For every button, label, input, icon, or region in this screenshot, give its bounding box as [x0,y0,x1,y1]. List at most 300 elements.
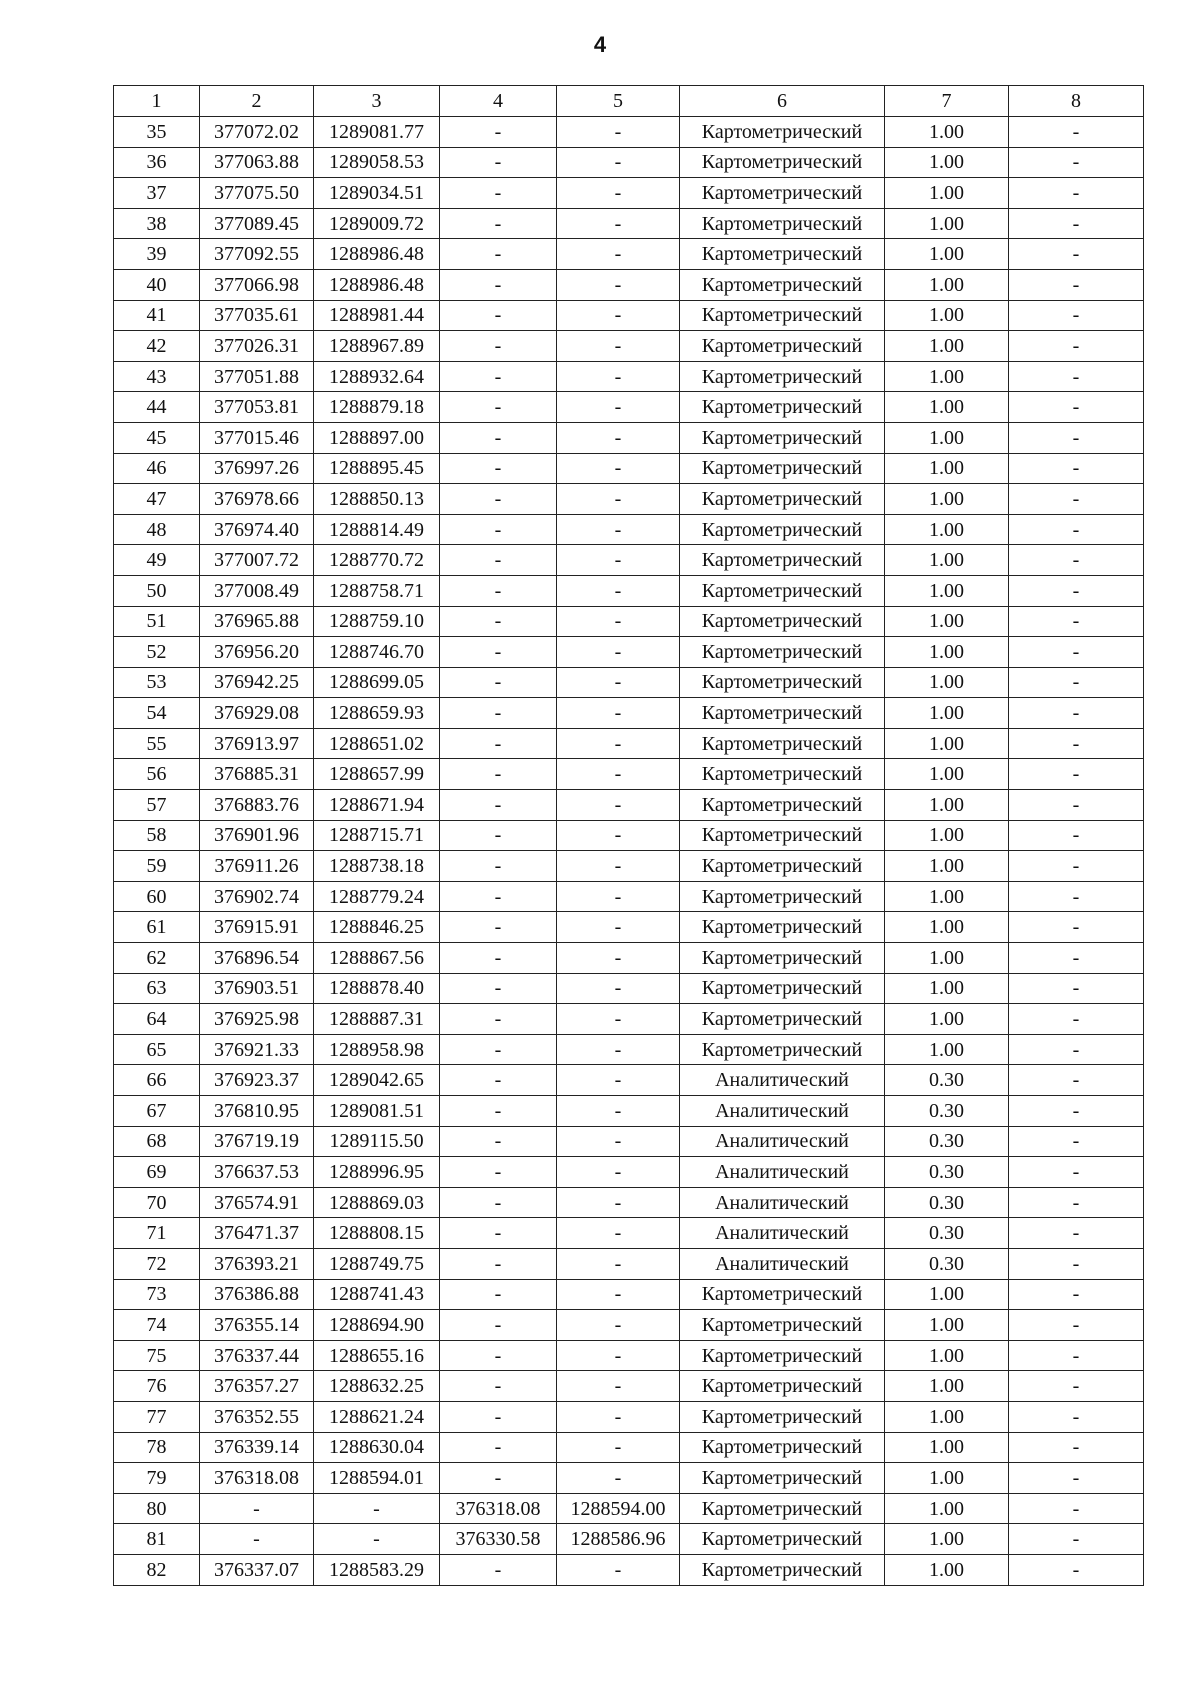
y-new-cell: - [557,484,680,515]
x-new-cell: - [440,422,557,453]
method-cell: Картометрический [680,1310,885,1341]
x-new-cell: - [440,1401,557,1432]
x-cell: - [200,1493,314,1524]
description-cell: - [1009,1065,1144,1096]
x-new-cell: - [440,453,557,484]
x-cell: 376810.95 [200,1096,314,1127]
y-cell: 1288850.13 [314,484,440,515]
x-new-cell: - [440,147,557,178]
y-new-cell: - [557,514,680,545]
description-cell: - [1009,851,1144,882]
y-new-cell: - [557,178,680,209]
x-cell: 377053.81 [200,392,314,423]
y-new-cell: - [557,1248,680,1279]
x-cell: 377035.61 [200,300,314,331]
y-cell: 1288630.04 [314,1432,440,1463]
x-cell: 376903.51 [200,973,314,1004]
table-row [114,1554,1144,1585]
method-cell: Картометрический [680,912,885,943]
table-row [114,1401,1144,1432]
y-cell: 1288659.93 [314,698,440,729]
point-number-cell: 37 [114,178,200,209]
accuracy-cell: 1.00 [885,1493,1009,1524]
y-new-cell: - [557,545,680,576]
description-cell: - [1009,575,1144,606]
x-new-cell: - [440,1279,557,1310]
method-cell: Картометрический [680,484,885,515]
y-cell: 1288770.72 [314,545,440,576]
method-cell: Картометрический [680,637,885,668]
y-new-cell: - [557,1218,680,1249]
y-cell: 1288878.40 [314,973,440,1004]
x-cell: 376913.97 [200,728,314,759]
x-new-cell: - [440,1034,557,1065]
y-cell: 1289081.51 [314,1096,440,1127]
point-number-cell: 54 [114,698,200,729]
y-cell: 1288846.25 [314,912,440,943]
y-cell: 1289042.65 [314,1065,440,1096]
point-number-cell: 47 [114,484,200,515]
x-new-cell: - [440,728,557,759]
accuracy-cell: 1.00 [885,147,1009,178]
accuracy-cell: 1.00 [885,269,1009,300]
point-number-cell: 52 [114,637,200,668]
table-row [114,820,1144,851]
accuracy-cell: 1.00 [885,667,1009,698]
x-new-cell: - [440,637,557,668]
method-cell: Картометрический [680,1401,885,1432]
y-new-cell: - [557,422,680,453]
y-new-cell: - [557,1554,680,1585]
y-new-cell: - [557,606,680,637]
description-cell: - [1009,728,1144,759]
x-cell: 376896.54 [200,943,314,974]
y-new-cell: - [557,728,680,759]
table-row [114,1524,1144,1555]
table-row [114,667,1144,698]
table-row [114,698,1144,729]
point-number-cell: 46 [114,453,200,484]
table-row [114,912,1144,943]
point-number-cell: 82 [114,1554,200,1585]
accuracy-cell: 1.00 [885,178,1009,209]
y-cell: 1288694.90 [314,1310,440,1341]
x-cell: 377008.49 [200,575,314,606]
y-new-cell: - [557,1401,680,1432]
y-new-cell: - [557,1034,680,1065]
y-cell: 1288749.75 [314,1248,440,1279]
x-cell: 376925.98 [200,1004,314,1035]
method-cell: Картометрический [680,269,885,300]
y-cell: 1288632.25 [314,1371,440,1402]
accuracy-cell: 1.00 [885,1463,1009,1494]
y-new-cell: - [557,943,680,974]
x-new-cell: - [440,1096,557,1127]
x-new-cell: - [440,331,557,362]
y-new-cell: - [557,269,680,300]
x-new-cell: - [440,606,557,637]
accuracy-cell: 1.00 [885,973,1009,1004]
point-number-cell: 62 [114,943,200,974]
column-header-1: 1 [114,86,200,117]
column-header-4: 4 [440,86,557,117]
x-new-cell: - [440,208,557,239]
x-cell: 376942.25 [200,667,314,698]
y-new-cell: - [557,361,680,392]
table-header [114,86,1144,117]
table-row [114,300,1144,331]
description-cell: - [1009,973,1144,1004]
description-cell: - [1009,759,1144,790]
column-header-3: 3 [314,86,440,117]
accuracy-cell: 0.30 [885,1248,1009,1279]
y-new-cell: - [557,392,680,423]
table-row [114,117,1144,148]
accuracy-cell: 1.00 [885,1401,1009,1432]
accuracy-cell: 1.00 [885,790,1009,821]
x-new-cell: 376318.08 [440,1493,557,1524]
point-number-cell: 48 [114,514,200,545]
accuracy-cell: 1.00 [885,117,1009,148]
description-cell: - [1009,698,1144,729]
method-cell: Аналитический [680,1065,885,1096]
method-cell: Картометрический [680,1004,885,1035]
x-new-cell: - [440,1432,557,1463]
point-number-cell: 77 [114,1401,200,1432]
x-cell: 377092.55 [200,239,314,270]
x-cell: 377072.02 [200,117,314,148]
x-new-cell: - [440,698,557,729]
x-cell: 376974.40 [200,514,314,545]
point-number-cell: 74 [114,1310,200,1341]
table-row [114,1493,1144,1524]
y-new-cell: - [557,208,680,239]
y-cell: - [314,1493,440,1524]
point-number-cell: 65 [114,1034,200,1065]
table-row [114,178,1144,209]
y-new-cell: - [557,820,680,851]
method-cell: Картометрический [680,1493,885,1524]
x-new-cell: - [440,392,557,423]
y-new-cell: - [557,1310,680,1341]
y-cell: 1288699.05 [314,667,440,698]
y-new-cell: - [557,575,680,606]
table-row [114,1310,1144,1341]
description-cell: - [1009,1463,1144,1494]
y-cell: 1288759.10 [314,606,440,637]
accuracy-cell: 0.30 [885,1096,1009,1127]
y-new-cell: - [557,1004,680,1035]
description-cell: - [1009,1524,1144,1555]
method-cell: Аналитический [680,1126,885,1157]
description-cell: - [1009,453,1144,484]
description-cell: - [1009,820,1144,851]
point-number-cell: 71 [114,1218,200,1249]
point-number-cell: 64 [114,1004,200,1035]
coordinates-table [113,85,1144,1586]
accuracy-cell: 1.00 [885,361,1009,392]
x-new-cell: - [440,1004,557,1035]
method-cell: Картометрический [680,973,885,1004]
y-cell: 1288583.29 [314,1554,440,1585]
x-cell: 376923.37 [200,1065,314,1096]
table-row [114,1218,1144,1249]
x-new-cell: - [440,1187,557,1218]
point-number-cell: 51 [114,606,200,637]
method-cell: Картометрический [680,728,885,759]
y-cell: 1288895.45 [314,453,440,484]
point-number-cell: 43 [114,361,200,392]
description-cell: - [1009,1310,1144,1341]
y-cell: 1289115.50 [314,1126,440,1157]
table-row [114,1187,1144,1218]
accuracy-cell: 1.00 [885,392,1009,423]
point-number-cell: 76 [114,1371,200,1402]
accuracy-cell: 1.00 [885,1279,1009,1310]
table-row [114,851,1144,882]
y-cell: 1288741.43 [314,1279,440,1310]
description-cell: - [1009,361,1144,392]
table-row [114,545,1144,576]
y-new-cell: - [557,1279,680,1310]
y-cell: 1288671.94 [314,790,440,821]
x-cell: 377063.88 [200,147,314,178]
description-cell: - [1009,1340,1144,1371]
method-cell: Картометрический [680,422,885,453]
x-new-cell: - [440,1157,557,1188]
x-cell: 376929.08 [200,698,314,729]
x-cell: 376915.91 [200,912,314,943]
y-cell: 1289058.53 [314,147,440,178]
table-row [114,147,1144,178]
x-new-cell: - [440,881,557,912]
table-row [114,728,1144,759]
table-row [114,1248,1144,1279]
y-new-cell: - [557,1157,680,1188]
x-new-cell: - [440,1340,557,1371]
accuracy-cell: 1.00 [885,881,1009,912]
accuracy-cell: 1.00 [885,912,1009,943]
x-cell: 377075.50 [200,178,314,209]
description-cell: - [1009,1279,1144,1310]
method-cell: Картометрический [680,851,885,882]
description-cell: - [1009,1371,1144,1402]
table-row [114,637,1144,668]
point-number-cell: 67 [114,1096,200,1127]
description-cell: - [1009,1126,1144,1157]
y-new-cell: - [557,698,680,729]
x-cell: 376357.27 [200,1371,314,1402]
method-cell: Аналитический [680,1248,885,1279]
x-new-cell: - [440,117,557,148]
y-cell: 1288967.89 [314,331,440,362]
description-cell: - [1009,545,1144,576]
description-cell: - [1009,1034,1144,1065]
description-cell: - [1009,147,1144,178]
description-cell: - [1009,392,1144,423]
description-cell: - [1009,790,1144,821]
method-cell: Картометрический [680,1340,885,1371]
y-cell: 1289034.51 [314,178,440,209]
table-row [114,484,1144,515]
accuracy-cell: 1.00 [885,1371,1009,1402]
point-number-cell: 80 [114,1493,200,1524]
x-new-cell: - [440,912,557,943]
x-cell: 376956.20 [200,637,314,668]
method-cell: Картометрический [680,300,885,331]
point-number-cell: 36 [114,147,200,178]
description-cell: - [1009,1004,1144,1035]
table-row [114,881,1144,912]
point-number-cell: 70 [114,1187,200,1218]
method-cell: Картометрический [680,208,885,239]
table-row [114,422,1144,453]
accuracy-cell: 1.00 [885,606,1009,637]
y-new-cell: - [557,912,680,943]
method-cell: Картометрический [680,1554,885,1585]
y-cell: 1288738.18 [314,851,440,882]
y-new-cell: - [557,300,680,331]
x-new-cell: - [440,667,557,698]
x-new-cell: - [440,759,557,790]
description-cell: - [1009,912,1144,943]
y-new-cell: - [557,1065,680,1096]
y-cell: 1288808.15 [314,1218,440,1249]
table-row [114,1126,1144,1157]
accuracy-cell: 1.00 [885,1310,1009,1341]
x-new-cell: - [440,790,557,821]
table-row [114,1371,1144,1402]
table-row [114,331,1144,362]
method-cell: Картометрический [680,331,885,362]
description-cell: - [1009,1401,1144,1432]
table-body [114,117,1144,1586]
x-cell: 376318.08 [200,1463,314,1494]
y-cell: 1288651.02 [314,728,440,759]
description-cell: - [1009,1096,1144,1127]
x-cell: 376978.66 [200,484,314,515]
method-cell: Картометрический [680,1034,885,1065]
table-row [114,392,1144,423]
table-row [114,1463,1144,1494]
method-cell: Картометрический [680,147,885,178]
accuracy-cell: 1.00 [885,484,1009,515]
point-number-cell: 75 [114,1340,200,1371]
point-number-cell: 81 [114,1524,200,1555]
accuracy-cell: 1.00 [885,1340,1009,1371]
method-cell: Картометрический [680,239,885,270]
accuracy-cell: 1.00 [885,851,1009,882]
x-cell: 376471.37 [200,1218,314,1249]
table-row [114,973,1144,1004]
x-new-cell: - [440,1126,557,1157]
method-cell: Картометрический [680,698,885,729]
method-cell: Картометрический [680,667,885,698]
table-row [114,606,1144,637]
y-cell: 1288746.70 [314,637,440,668]
method-cell: Картометрический [680,178,885,209]
point-number-cell: 44 [114,392,200,423]
point-number-cell: 38 [114,208,200,239]
x-cell: 376883.76 [200,790,314,821]
x-cell: 377066.98 [200,269,314,300]
accuracy-cell: 1.00 [885,514,1009,545]
y-new-cell: - [557,453,680,484]
column-header-8: 8 [1009,86,1144,117]
table-row [114,361,1144,392]
x-cell: 376921.33 [200,1034,314,1065]
y-cell: 1288594.01 [314,1463,440,1494]
x-new-cell: - [440,1310,557,1341]
point-number-cell: 59 [114,851,200,882]
x-cell: 376352.55 [200,1401,314,1432]
x-new-cell: - [440,514,557,545]
x-new-cell: - [440,239,557,270]
point-number-cell: 60 [114,881,200,912]
x-cell: 377015.46 [200,422,314,453]
y-new-cell: - [557,790,680,821]
header-row [114,86,1144,117]
accuracy-cell: 0.30 [885,1157,1009,1188]
description-cell: - [1009,637,1144,668]
y-cell: 1288981.44 [314,300,440,331]
column-header-6: 6 [680,86,885,117]
x-new-cell: - [440,575,557,606]
x-new-cell: - [440,851,557,882]
table-row [114,943,1144,974]
point-number-cell: 78 [114,1432,200,1463]
accuracy-cell: 1.00 [885,1004,1009,1035]
point-number-cell: 50 [114,575,200,606]
point-number-cell: 57 [114,790,200,821]
x-new-cell: - [440,1463,557,1494]
point-number-cell: 56 [114,759,200,790]
accuracy-cell: 1.00 [885,422,1009,453]
accuracy-cell: 0.30 [885,1126,1009,1157]
description-cell: - [1009,1218,1144,1249]
method-cell: Картометрический [680,1371,885,1402]
x-cell: 376911.26 [200,851,314,882]
method-cell: Аналитический [680,1218,885,1249]
accuracy-cell: 1.00 [885,239,1009,270]
method-cell: Картометрический [680,1279,885,1310]
point-number-cell: 69 [114,1157,200,1188]
description-cell: - [1009,1248,1144,1279]
table-row [114,208,1144,239]
accuracy-cell: 0.30 [885,1218,1009,1249]
accuracy-cell: 1.00 [885,728,1009,759]
x-cell: 376393.21 [200,1248,314,1279]
x-cell: 376637.53 [200,1157,314,1188]
table-row [114,514,1144,545]
point-number-cell: 58 [114,820,200,851]
x-cell: 377026.31 [200,331,314,362]
point-number-cell: 68 [114,1126,200,1157]
method-cell: Картометрический [680,606,885,637]
y-new-cell: - [557,1340,680,1371]
accuracy-cell: 1.00 [885,1034,1009,1065]
accuracy-cell: 1.00 [885,331,1009,362]
x-new-cell: - [440,943,557,974]
table-row [114,239,1144,270]
accuracy-cell: 1.00 [885,820,1009,851]
method-cell: Картометрический [680,392,885,423]
x-cell: 377007.72 [200,545,314,576]
point-number-cell: 79 [114,1463,200,1494]
method-cell: Картометрический [680,453,885,484]
table-row [114,453,1144,484]
y-cell: 1288814.49 [314,514,440,545]
